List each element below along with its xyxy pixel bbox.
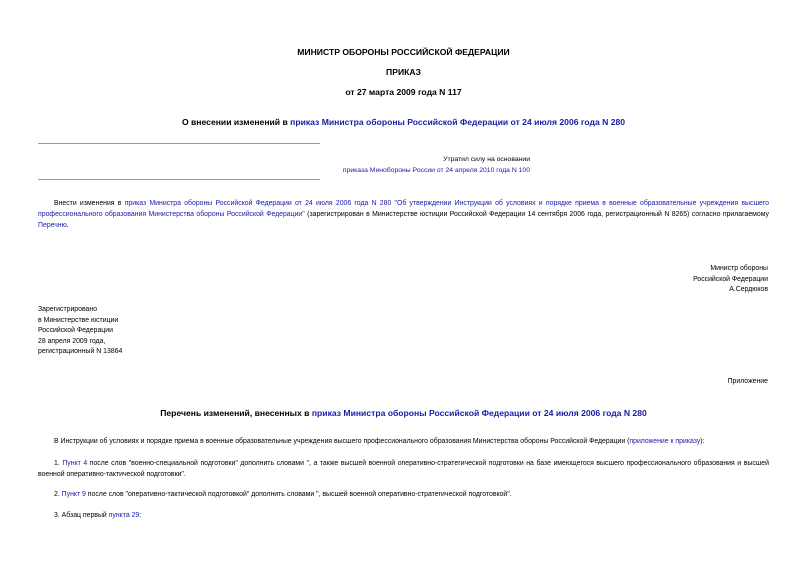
- registration-line-3: Российской Федерации: [38, 327, 113, 334]
- appendix-intro: [38, 437, 769, 448]
- doc-type-heading: ПРИКАЗ: [386, 67, 421, 77]
- appendix-label: Приложение: [727, 378, 768, 385]
- registration-line-4: 28 апреля 2009 года,: [38, 337, 106, 345]
- signature-block: [560, 264, 768, 296]
- signature-line-1: Министр обороны: [710, 265, 768, 272]
- ministry-heading: МИНИСТР ОБОРОНЫ РОССИЙСКОЙ ФЕДЕРАЦИИ: [297, 47, 510, 57]
- divider-bottom: [38, 179, 320, 180]
- appendix-item-2: [38, 490, 769, 501]
- item2-number: 2.: [54, 491, 62, 498]
- appendix-item-3: [38, 511, 769, 522]
- registration-line-1: Зарегистрировано: [38, 306, 98, 313]
- p1-text-a: Внести изменения в: [54, 200, 125, 207]
- item2-text: после слов "оперативно-тактической подготовкой" дополнить словами ", высшей военной оперативно-стратегической подготовкой".: [85, 491, 512, 498]
- item3-link[interactable]: пункта 29: [108, 512, 140, 519]
- registration-block: [38, 305, 288, 358]
- divider-top: [38, 143, 320, 144]
- title-prefix: О внесении изменений в: [181, 117, 291, 127]
- intro-text-a: В Инструкции об условиях и порядке приема в военные образовательные учреждения высшего профессионального образования Министерства обороны Российской Федерации (: [54, 438, 630, 445]
- appendix-title-prefix: Перечень изменений, внесенных в: [160, 408, 312, 418]
- item1-text: после слов "военно-специальной подготовки" дополнить словами ", а также высшей военной оперативно-стратегической подготовки на базе имеющегося высшего профессионального образования и высшей военной оперативно-тактической подготовки".: [38, 460, 769, 478]
- p1-text-b: (зарегистрирован в Министерстве юстиции Российской Федерации 14 сентября 2006 года, регистрационный N 8265) согласно прилагаемому: [304, 211, 769, 218]
- intro-text-b: ):: [700, 438, 705, 445]
- document-title: [0, 117, 807, 127]
- status-repeal-link[interactable]: приказа Минобороны России от 24 апреля 2010 года N 100: [342, 166, 530, 174]
- item3-prefix: 3. Абзац первый: [54, 512, 109, 519]
- intro-appendix-link[interactable]: приложение к приказу: [629, 438, 701, 445]
- registration-line-2: в Министерстве юстиции: [38, 316, 119, 324]
- main-paragraph: [38, 198, 769, 231]
- status-line-1: Утратил силу на основании: [443, 156, 530, 163]
- signature-line-3: А.Сердюков: [729, 286, 768, 293]
- appendix-title: [0, 408, 807, 418]
- item1-number: 1.: [54, 460, 63, 467]
- p1-list-link[interactable]: Перечню: [38, 222, 67, 229]
- p1-order-link[interactable]: приказ Министра обороны Российской Федерации от 24 июля 2006 года N 280 "Об утверждении Инструкции об условиях и порядке приема в военные образовательные учреждения высшего профессионального образования Министерства обороны Российской Федерации": [38, 200, 769, 218]
- signature-line-2: Российской Федерации: [693, 275, 768, 283]
- date-number-heading: от 27 марта 2009 года N 117: [345, 87, 462, 97]
- p1-text-c: .: [66, 222, 69, 229]
- title-order-link[interactable]: приказ Министра обороны Российской Федерации от 24 июля 2006 года N 280: [290, 117, 626, 127]
- appendix-item-1: [38, 459, 769, 480]
- status-note: [38, 155, 530, 176]
- registration-line-5: регистрационный N 13864: [38, 348, 123, 355]
- appendix-title-link[interactable]: приказ Министра обороны Российской Федерации от 24 июля 2006 года N 280: [311, 408, 647, 418]
- item1-link[interactable]: Пункт 4: [62, 460, 88, 467]
- item2-link[interactable]: Пункт 9: [61, 491, 86, 498]
- item3-suffix: :: [139, 512, 142, 519]
